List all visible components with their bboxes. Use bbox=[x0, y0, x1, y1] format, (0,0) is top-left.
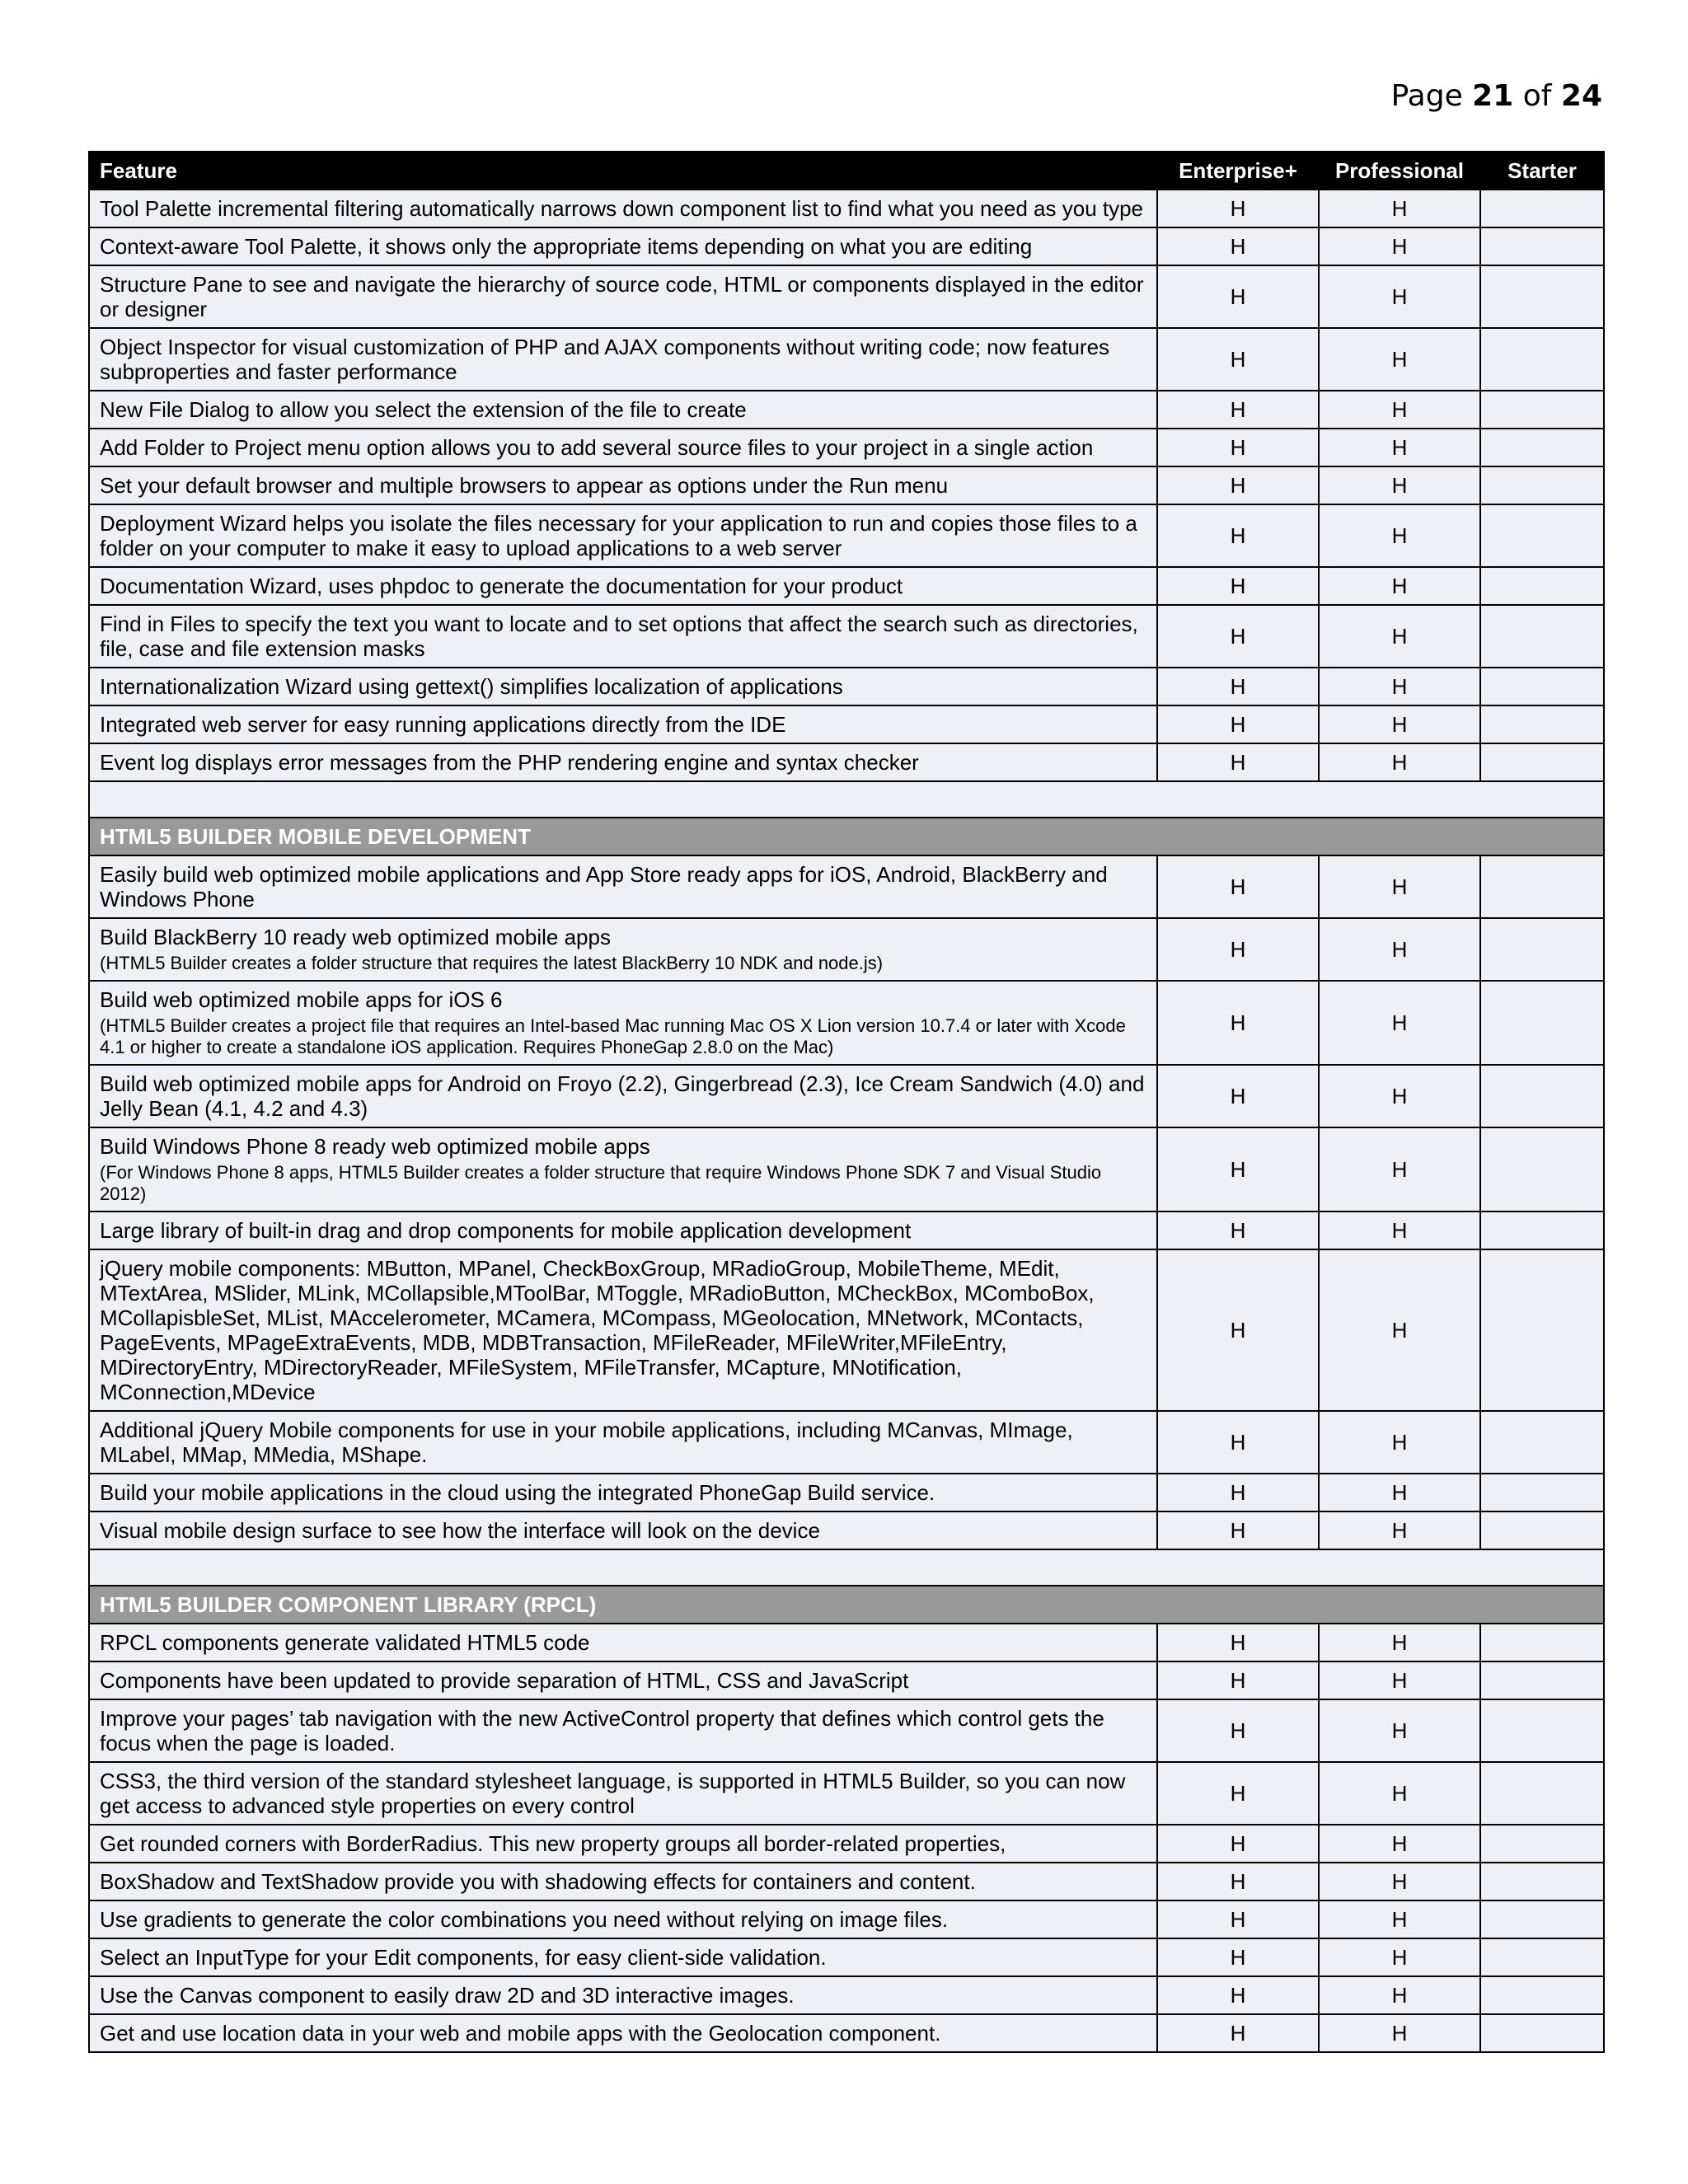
enterprise-cell: H bbox=[1157, 705, 1319, 743]
enterprise-cell: H bbox=[1157, 1474, 1319, 1511]
table-row bbox=[89, 1938, 1604, 1976]
feature-text: Object Inspector for visual customization of PHP and AJAX components without writing code; now features subproperties and faster performance bbox=[100, 335, 1110, 384]
professional-cell: H bbox=[1319, 567, 1480, 605]
feature-cell bbox=[89, 567, 1157, 605]
feature-text: Internationalization Wizard using gettext() simplifies localization of applications bbox=[100, 674, 843, 699]
table-row bbox=[89, 1825, 1604, 1863]
enterprise-cell: H bbox=[1157, 328, 1319, 391]
table-row bbox=[89, 1661, 1604, 1699]
feature-cell bbox=[89, 328, 1157, 391]
table-row bbox=[89, 1411, 1604, 1474]
feature-cell bbox=[89, 1825, 1157, 1863]
enterprise-cell: H bbox=[1157, 1900, 1319, 1938]
table-row bbox=[89, 1699, 1604, 1762]
page-number bbox=[1391, 79, 1602, 113]
table-row bbox=[89, 1863, 1604, 1900]
enterprise-cell: H bbox=[1157, 855, 1319, 918]
section-title: HTML5 BUILDER MOBILE DEVELOPMENT bbox=[89, 818, 1604, 855]
starter-cell bbox=[1480, 918, 1604, 981]
feature-cell bbox=[89, 918, 1157, 981]
feature-text: New File Dialog to allow you select the extension of the file to create bbox=[100, 397, 747, 422]
feature-cell bbox=[89, 1900, 1157, 1938]
table-row bbox=[89, 668, 1604, 705]
starter-cell bbox=[1480, 1699, 1604, 1762]
feature-cell bbox=[89, 391, 1157, 429]
feature-text: Tool Palette incremental filtering automatically narrows down component list to find what you need as you type bbox=[100, 196, 1144, 221]
table-row bbox=[89, 705, 1604, 743]
professional-cell: H bbox=[1319, 1212, 1480, 1249]
professional-cell: H bbox=[1319, 1661, 1480, 1699]
enterprise-cell: H bbox=[1157, 743, 1319, 781]
professional-cell: H bbox=[1319, 1065, 1480, 1127]
professional-cell: H bbox=[1319, 605, 1480, 668]
enterprise-cell: H bbox=[1157, 466, 1319, 504]
enterprise-cell: H bbox=[1157, 1762, 1319, 1825]
table-row bbox=[89, 466, 1604, 504]
table-row bbox=[89, 1065, 1604, 1127]
spacer-cell bbox=[89, 781, 1604, 818]
professional-cell: H bbox=[1319, 265, 1480, 328]
professional-cell: H bbox=[1319, 1474, 1480, 1511]
professional-cell: H bbox=[1319, 1900, 1480, 1938]
feature-text: Add Folder to Project menu option allows you to add several source files to your project in a single action bbox=[100, 435, 1094, 460]
feature-cell bbox=[89, 1863, 1157, 1900]
feature-cell bbox=[89, 981, 1157, 1065]
enterprise-cell: H bbox=[1157, 567, 1319, 605]
page-current: 21 bbox=[1472, 79, 1514, 113]
table-header-row bbox=[89, 152, 1604, 190]
feature-cell bbox=[89, 265, 1157, 328]
professional-cell: H bbox=[1319, 504, 1480, 567]
table-row bbox=[89, 1900, 1604, 1938]
professional-cell: H bbox=[1319, 668, 1480, 705]
starter-cell bbox=[1480, 705, 1604, 743]
feature-cell bbox=[89, 227, 1157, 265]
professional-cell: H bbox=[1319, 1127, 1480, 1212]
feature-text: Visual mobile design surface to see how the interface will look on the device bbox=[100, 1518, 820, 1543]
feature-text: Context-aware Tool Palette, it shows only the appropriate items depending on what you are editing bbox=[100, 234, 1033, 259]
professional-cell: H bbox=[1319, 855, 1480, 918]
enterprise-cell: H bbox=[1157, 1699, 1319, 1762]
starter-cell bbox=[1480, 1212, 1604, 1249]
feature-text: Deployment Wizard helps you isolate the files necessary for your application to run and copies those files to a folder on your computer to make it easy to upload applications to a web server bbox=[100, 511, 1137, 560]
starter-cell bbox=[1480, 328, 1604, 391]
enterprise-cell: H bbox=[1157, 981, 1319, 1065]
table-row bbox=[89, 2014, 1604, 2052]
feature-text: Build your mobile applications in the cloud using the integrated PhoneGap Build service. bbox=[100, 1480, 935, 1505]
enterprise-cell: H bbox=[1157, 605, 1319, 668]
starter-cell bbox=[1480, 1762, 1604, 1825]
feature-cell bbox=[89, 605, 1157, 668]
feature-text: RPCL components generate validated HTML5 code bbox=[100, 1630, 590, 1655]
table-row bbox=[89, 1976, 1604, 2014]
enterprise-cell: H bbox=[1157, 1249, 1319, 1411]
professional-cell: H bbox=[1319, 1411, 1480, 1474]
spacer-cell bbox=[89, 1549, 1604, 1586]
enterprise-cell: H bbox=[1157, 918, 1319, 981]
table-row bbox=[89, 981, 1604, 1065]
table-row bbox=[89, 855, 1604, 918]
feature-text: BoxShadow and TextShadow provide you with shadowing effects for containers and content. bbox=[100, 1869, 976, 1894]
header-professional: Professional bbox=[1319, 152, 1480, 190]
section-title: HTML5 BUILDER COMPONENT LIBRARY (RPCL) bbox=[89, 1586, 1604, 1624]
header-enterprise: Enterprise+ bbox=[1157, 152, 1319, 190]
feature-cell bbox=[89, 1127, 1157, 1212]
professional-cell: H bbox=[1319, 190, 1480, 227]
feature-text: Build web optimized mobile apps for Android on Froyo (2.2), Gingerbread (2.3), Ice Cream Sandwich (4.0) and Jelly Bean (4.1, 4.2 and 4.3) bbox=[100, 1071, 1145, 1121]
feature-text: Set your default browser and multiple browsers to appear as options under the Run menu bbox=[100, 473, 949, 498]
professional-cell: H bbox=[1319, 1762, 1480, 1825]
page-label: Page bbox=[1390, 79, 1463, 113]
professional-cell: H bbox=[1319, 918, 1480, 981]
starter-cell bbox=[1480, 1661, 1604, 1699]
feature-cell bbox=[89, 705, 1157, 743]
enterprise-cell: H bbox=[1157, 1661, 1319, 1699]
starter-cell bbox=[1480, 567, 1604, 605]
feature-cell bbox=[89, 1065, 1157, 1127]
feature-cell bbox=[89, 1976, 1157, 2014]
feature-text: Documentation Wizard, uses phpdoc to generate the documentation for your product bbox=[100, 574, 903, 598]
table-row bbox=[89, 328, 1604, 391]
enterprise-cell: H bbox=[1157, 668, 1319, 705]
feature-text: Additional jQuery Mobile components for use in your mobile applications, including MCanvas, MImage, MLabel, MMap, MMedia, MShape. bbox=[100, 1418, 1073, 1467]
feature-cell bbox=[89, 1474, 1157, 1511]
feature-table bbox=[88, 151, 1605, 2053]
starter-cell bbox=[1480, 1474, 1604, 1511]
feature-cell bbox=[89, 743, 1157, 781]
starter-cell bbox=[1480, 1127, 1604, 1212]
table-body bbox=[89, 190, 1604, 2052]
feature-cell bbox=[89, 1661, 1157, 1699]
section-header-row bbox=[89, 1586, 1604, 1624]
enterprise-cell: H bbox=[1157, 265, 1319, 328]
starter-cell bbox=[1480, 190, 1604, 227]
professional-cell: H bbox=[1319, 1938, 1480, 1976]
feature-cell bbox=[89, 1411, 1157, 1474]
starter-cell bbox=[1480, 227, 1604, 265]
table-row bbox=[89, 1127, 1604, 1212]
professional-cell: H bbox=[1319, 743, 1480, 781]
feature-cell bbox=[89, 1938, 1157, 1976]
professional-cell: H bbox=[1319, 391, 1480, 429]
table-row bbox=[89, 265, 1604, 328]
enterprise-cell: H bbox=[1157, 1825, 1319, 1863]
spacer-row bbox=[89, 781, 1604, 818]
feature-cell bbox=[89, 668, 1157, 705]
section-header-row bbox=[89, 818, 1604, 855]
feature-text: Improve your pages’ tab navigation with the new ActiveControl property that defines which control gets the focus when the page is loaded. bbox=[100, 1706, 1104, 1755]
starter-cell bbox=[1480, 265, 1604, 328]
feature-text: Components have been updated to provide separation of HTML, CSS and JavaScript bbox=[100, 1668, 909, 1693]
starter-cell bbox=[1480, 391, 1604, 429]
table-row bbox=[89, 429, 1604, 466]
starter-cell bbox=[1480, 1900, 1604, 1938]
page-of: of bbox=[1522, 79, 1552, 113]
feature-text: Build web optimized mobile apps for iOS 6 bbox=[100, 987, 503, 1012]
feature-text: Find in Files to specify the text you want to locate and to set options that affect the search such as directories, file, case and file extension masks bbox=[100, 612, 1138, 661]
feature-cell bbox=[89, 2014, 1157, 2052]
professional-cell: H bbox=[1319, 1863, 1480, 1900]
enterprise-cell: H bbox=[1157, 2014, 1319, 2052]
feature-text: Get and use location data in your web and mobile apps with the Geolocation component. bbox=[100, 2021, 941, 2046]
starter-cell bbox=[1480, 1411, 1604, 1474]
starter-cell bbox=[1480, 743, 1604, 781]
starter-cell bbox=[1480, 429, 1604, 466]
starter-cell bbox=[1480, 1249, 1604, 1411]
feature-cell bbox=[89, 1624, 1157, 1661]
table-row bbox=[89, 1511, 1604, 1549]
table-row bbox=[89, 1474, 1604, 1511]
professional-cell: H bbox=[1319, 981, 1480, 1065]
starter-cell bbox=[1480, 855, 1604, 918]
table-row bbox=[89, 227, 1604, 265]
enterprise-cell: H bbox=[1157, 1624, 1319, 1661]
professional-cell: H bbox=[1319, 1699, 1480, 1762]
feature-text: Select an InputType for your Edit components, for easy client-side validation. bbox=[100, 1945, 827, 1970]
starter-cell bbox=[1480, 466, 1604, 504]
starter-cell bbox=[1480, 2014, 1604, 2052]
professional-cell: H bbox=[1319, 227, 1480, 265]
professional-cell: H bbox=[1319, 1624, 1480, 1661]
table-row bbox=[89, 567, 1604, 605]
feature-cell bbox=[89, 504, 1157, 567]
feature-text: Structure Pane to see and navigate the hierarchy of source code, HTML or components displayed in the editor or designer bbox=[100, 272, 1144, 321]
professional-cell: H bbox=[1319, 1976, 1480, 2014]
feature-note: (HTML5 Builder creates a project file that requires an Intel-based Mac running Mac OS X Lion version 10.7.4 or later with Xcode 4.1 or higher to create a standalone iOS application. Requires PhoneGap 2.8.0 on the Mac) bbox=[100, 1015, 1126, 1057]
table-row bbox=[89, 743, 1604, 781]
professional-cell: H bbox=[1319, 466, 1480, 504]
enterprise-cell: H bbox=[1157, 391, 1319, 429]
professional-cell: H bbox=[1319, 2014, 1480, 2052]
starter-cell bbox=[1480, 1976, 1604, 2014]
spacer-row bbox=[89, 1549, 1604, 1586]
enterprise-cell: H bbox=[1157, 1938, 1319, 1976]
table-row bbox=[89, 190, 1604, 227]
feature-text: Easily build web optimized mobile applications and App Store ready apps for iOS, Android, BlackBerry and Windows Phone bbox=[100, 862, 1108, 912]
table-row bbox=[89, 504, 1604, 567]
feature-cell bbox=[89, 1511, 1157, 1549]
enterprise-cell: H bbox=[1157, 1212, 1319, 1249]
feature-text: Use gradients to generate the color combinations you need without relying on image files. bbox=[100, 1907, 949, 1932]
table-row bbox=[89, 605, 1604, 668]
feature-note: (For Windows Phone 8 apps, HTML5 Builder creates a folder structure that require Windows Phone SDK 7 and Visual Studio 2012) bbox=[100, 1162, 1102, 1204]
professional-cell: H bbox=[1319, 429, 1480, 466]
feature-cell bbox=[89, 1212, 1157, 1249]
starter-cell bbox=[1480, 1938, 1604, 1976]
table-row bbox=[89, 391, 1604, 429]
starter-cell bbox=[1480, 1825, 1604, 1863]
table-row bbox=[89, 918, 1604, 981]
table-row bbox=[89, 1762, 1604, 1825]
enterprise-cell: H bbox=[1157, 1411, 1319, 1474]
feature-text: Large library of built-in drag and drop components for mobile application development bbox=[100, 1218, 912, 1243]
feature-cell bbox=[89, 429, 1157, 466]
feature-text: Build Windows Phone 8 ready web optimized mobile apps bbox=[100, 1134, 650, 1159]
enterprise-cell: H bbox=[1157, 1511, 1319, 1549]
starter-cell bbox=[1480, 981, 1604, 1065]
feature-text: jQuery mobile components: MButton, MPanel, CheckBoxGroup, MRadioGroup, MobileTheme, MEdit, MTextArea, MSlider, MLink, MCollapsible,MToolBar, MToggle, MRadioButton, MCheckBox, MComboBox, MCollapisbleSet, MList, MAccelerometer, MCamera, MCompass, MGeolocation, MNetwork, MContacts, PageEvents, MPageExtraEvents, MDB, MDBTransaction, MFileReader, MFileWriter,MFileEntry, MDirectoryEntry, MDirectoryReader, MFileSystem, MFileTransfer, MCapture, MNotification, MConnection,MDevice bbox=[100, 1256, 1095, 1404]
table-row bbox=[89, 1249, 1604, 1411]
feature-text: Use the Canvas component to easily draw 2D and 3D interactive images. bbox=[100, 1983, 795, 2008]
header-starter: Starter bbox=[1480, 152, 1604, 190]
feature-text: Integrated web server for easy running applications directly from the IDE bbox=[100, 712, 786, 737]
enterprise-cell: H bbox=[1157, 227, 1319, 265]
enterprise-cell: H bbox=[1157, 429, 1319, 466]
enterprise-cell: H bbox=[1157, 1863, 1319, 1900]
starter-cell bbox=[1480, 504, 1604, 567]
starter-cell bbox=[1480, 668, 1604, 705]
starter-cell bbox=[1480, 605, 1604, 668]
table-row bbox=[89, 1212, 1604, 1249]
feature-cell bbox=[89, 855, 1157, 918]
feature-cell bbox=[89, 466, 1157, 504]
professional-cell: H bbox=[1319, 1511, 1480, 1549]
page-total: 24 bbox=[1560, 79, 1602, 113]
feature-cell bbox=[89, 190, 1157, 227]
enterprise-cell: H bbox=[1157, 1976, 1319, 2014]
starter-cell bbox=[1480, 1863, 1604, 1900]
starter-cell bbox=[1480, 1624, 1604, 1661]
starter-cell bbox=[1480, 1511, 1604, 1549]
feature-cell bbox=[89, 1699, 1157, 1762]
feature-text: Event log displays error messages from the PHP rendering engine and syntax checker bbox=[100, 750, 919, 775]
enterprise-cell: H bbox=[1157, 1065, 1319, 1127]
professional-cell: H bbox=[1319, 1825, 1480, 1863]
professional-cell: H bbox=[1319, 705, 1480, 743]
feature-text: Build BlackBerry 10 ready web optimized mobile apps bbox=[100, 925, 611, 949]
header-feature: Feature bbox=[89, 152, 1157, 190]
starter-cell bbox=[1480, 1065, 1604, 1127]
enterprise-cell: H bbox=[1157, 1127, 1319, 1212]
table-row bbox=[89, 1624, 1604, 1661]
professional-cell: H bbox=[1319, 328, 1480, 391]
feature-text: CSS3, the third version of the standard stylesheet language, is supported in HTML5 Builder, so you can now get access to advanced style properties on every control bbox=[100, 1769, 1126, 1818]
feature-note: (HTML5 Builder creates a folder structure that requires the latest BlackBerry 10 NDK and node.js) bbox=[100, 953, 884, 973]
feature-cell bbox=[89, 1762, 1157, 1825]
feature-cell bbox=[89, 1249, 1157, 1411]
enterprise-cell: H bbox=[1157, 190, 1319, 227]
professional-cell: H bbox=[1319, 1249, 1480, 1411]
feature-text: Get rounded corners with BorderRadius. This new property groups all border-related properties, bbox=[100, 1831, 1006, 1856]
enterprise-cell: H bbox=[1157, 504, 1319, 567]
